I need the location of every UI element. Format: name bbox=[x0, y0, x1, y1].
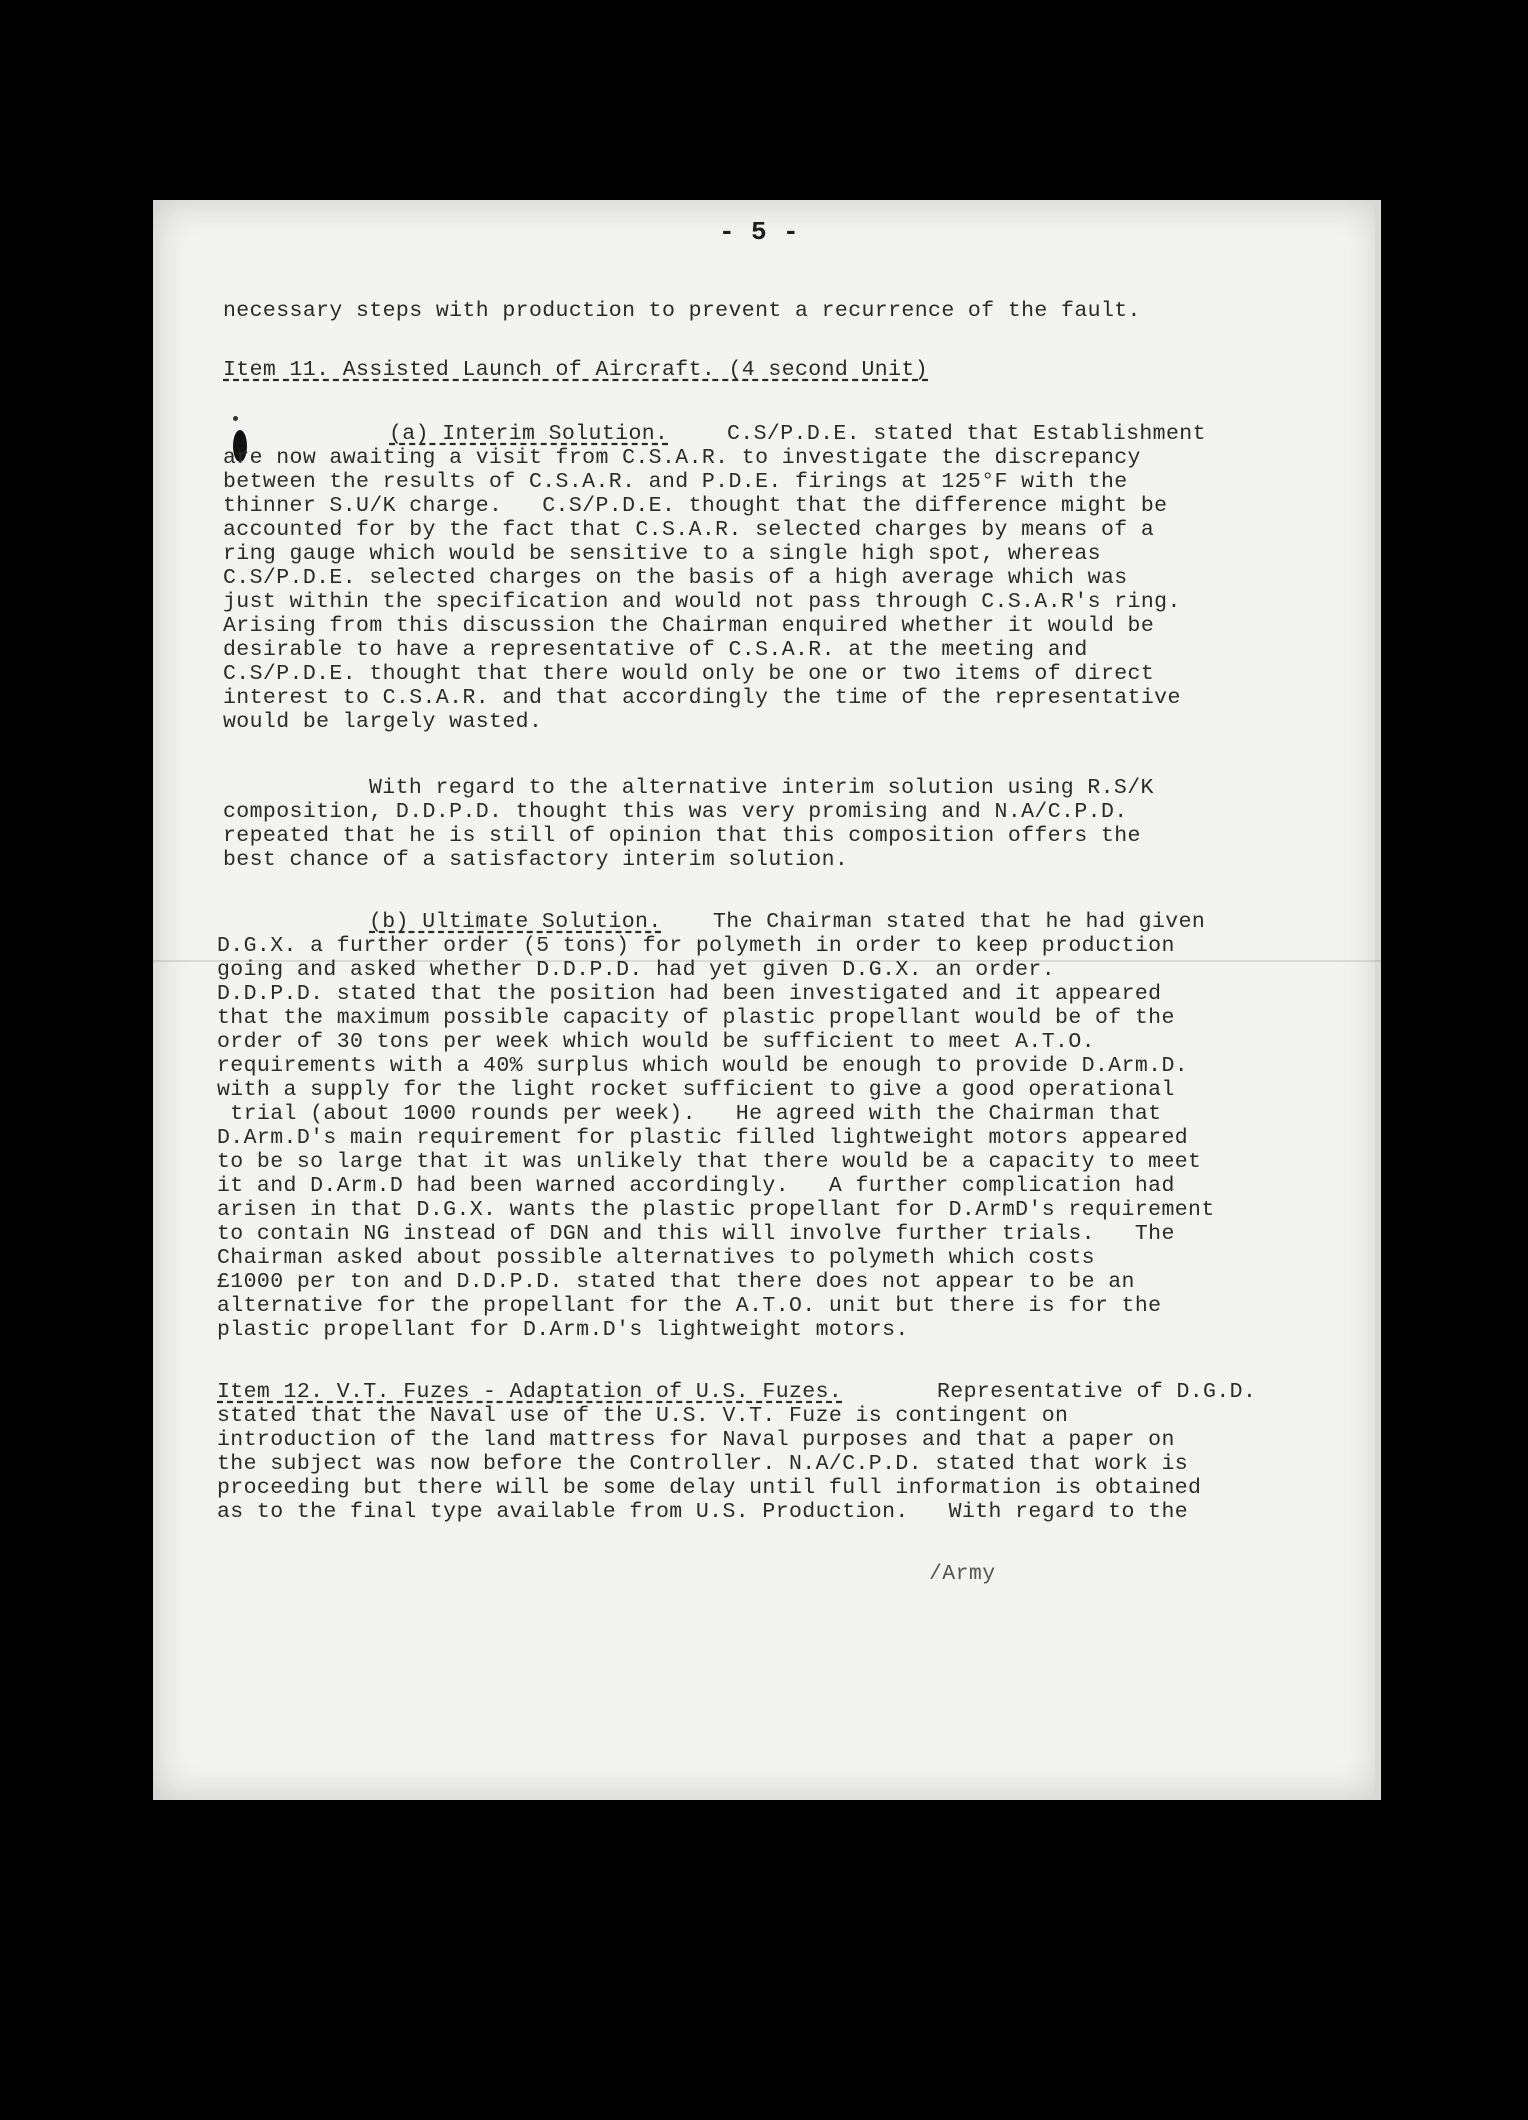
ultimate-line: that the maximum possible capacity of plastic propellant would be of the bbox=[217, 1006, 1175, 1030]
interim-line: C.S/P.D.E. selected charges on the basis of a high average which was bbox=[223, 566, 1128, 590]
ultimate-line: The Chairman stated that he had given bbox=[713, 910, 1206, 934]
interim-line: ring gauge which would be sensitive to a single high spot, whereas bbox=[223, 542, 1101, 566]
alt-line: With regard to the alternative interim solution using R.S/K bbox=[369, 776, 1154, 800]
interim-line: accounted for by the fact that C.S.A.R. selected charges by means of a bbox=[223, 518, 1155, 542]
alt-line: composition, D.D.P.D. thought this was very promising and N.A/C.P.D. bbox=[223, 800, 1128, 824]
interim-line: C.S/P.D.E. thought that there would only be one or two items of direct bbox=[223, 662, 1155, 686]
ultimate-line: alternative for the propellant for the A.T.O. unit but there is for the bbox=[217, 1294, 1162, 1318]
ultimate-line: to be so large that it was unlikely that there would be a capacity to meet bbox=[217, 1150, 1202, 1174]
interim-line: Arising from this discussion the Chairman enquired whether it would be bbox=[223, 614, 1155, 638]
item12-line: the subject was now before the Controller. N.A/C.P.D. stated that work is bbox=[217, 1452, 1189, 1476]
interim-line: desirable to have a representative of C.S.A.R. at the meeting and bbox=[223, 638, 1088, 662]
item12-line: as to the final type available from U.S. Production. With regard to the bbox=[217, 1500, 1189, 1524]
ultimate-line: arisen in that D.G.X. wants the plastic propellant for D.ArmD's requirement bbox=[217, 1198, 1215, 1222]
ultimate-line: trial (about 1000 rounds per week). He agreed with the Chairman that bbox=[217, 1102, 1162, 1126]
ultimate-line: with a supply for the light rocket sufficient to give a good operational bbox=[217, 1078, 1175, 1102]
ink-dot bbox=[233, 416, 238, 421]
item12-line: stated that the Naval use of the U.S. V.T. Fuze is contingent on bbox=[217, 1404, 1069, 1428]
item12-line: Representative of D.G.D. bbox=[937, 1380, 1257, 1404]
interim-line: just within the specification and would not pass through C.S.A.R's ring. bbox=[223, 590, 1181, 614]
item12-line: proceeding but there will be some delay until full information is obtained bbox=[217, 1476, 1202, 1500]
document-page bbox=[153, 200, 1381, 1800]
interim-line: thinner S.U/K charge. C.S/P.D.E. thought that the difference might be bbox=[223, 494, 1168, 518]
catchword: /Army bbox=[929, 1562, 996, 1586]
ultimate-line: £1000 per ton and D.D.P.D. stated that there does not appear to be an bbox=[217, 1270, 1135, 1294]
ultimate-heading: (b) Ultimate Solution. bbox=[369, 910, 662, 934]
item12-line: introduction of the land mattress for Naval purposes and that a paper on bbox=[217, 1428, 1175, 1452]
ultimate-line: D.D.P.D. stated that the position had been investigated and it appeared bbox=[217, 982, 1162, 1006]
alt-line: best chance of a satisfactory interim solution. bbox=[223, 848, 849, 872]
ultimate-line: requirements with a 40% surplus which would be enough to provide D.Arm.D. bbox=[217, 1054, 1189, 1078]
ultimate-line: Chairman asked about possible alternatives to polymeth which costs bbox=[217, 1246, 1095, 1270]
interim-line: would be largely wasted. bbox=[223, 710, 543, 734]
item12-heading: Item 12. V.T. Fuzes - Adaptation of U.S. Fuzes. bbox=[217, 1380, 843, 1404]
ultimate-line: to contain NG instead of DGN and this will involve further trials. The bbox=[217, 1222, 1175, 1246]
interim-line: C.S/P.D.E. stated that Establishment bbox=[727, 422, 1206, 446]
ultimate-line: D.Arm.D's main requirement for plastic filled lightweight motors appeared bbox=[217, 1126, 1189, 1150]
interim-line: interest to C.S.A.R. and that accordingly the time of the representative bbox=[223, 686, 1181, 710]
item11-heading: Item 11. Assisted Launch of Aircraft. (4 second Unit) bbox=[223, 358, 929, 382]
alt-line: repeated that he is still of opinion that this composition offers the bbox=[223, 824, 1141, 848]
ultimate-line: going and asked whether D.D.P.D. had yet given D.G.X. an order. bbox=[217, 958, 1056, 982]
ultimate-line: order of 30 tons per week which would be sufficient to meet A.T.O. bbox=[217, 1030, 1095, 1054]
ultimate-line: plastic propellant for D.Arm.D's lightweight motors. bbox=[217, 1318, 909, 1342]
page-number: - 5 - bbox=[719, 217, 800, 247]
interim-line: are now awaiting a visit from C.S.A.R. to investigate the discrepancy bbox=[223, 446, 1141, 470]
interim-line: between the results of C.S.A.R. and P.D.E. firings at 125°F with the bbox=[223, 470, 1128, 494]
page-edge bbox=[1375, 200, 1381, 1800]
ultimate-line: D.G.X. a further order (5 tons) for polymeth in order to keep production bbox=[217, 934, 1175, 958]
continuation-line: necessary steps with production to prevent a recurrence of the fault. bbox=[223, 299, 1141, 323]
ultimate-line: it and D.Arm.D had been warned accordingly. A further complication had bbox=[217, 1174, 1175, 1198]
interim-heading: (a) Interim Solution. bbox=[389, 422, 669, 446]
